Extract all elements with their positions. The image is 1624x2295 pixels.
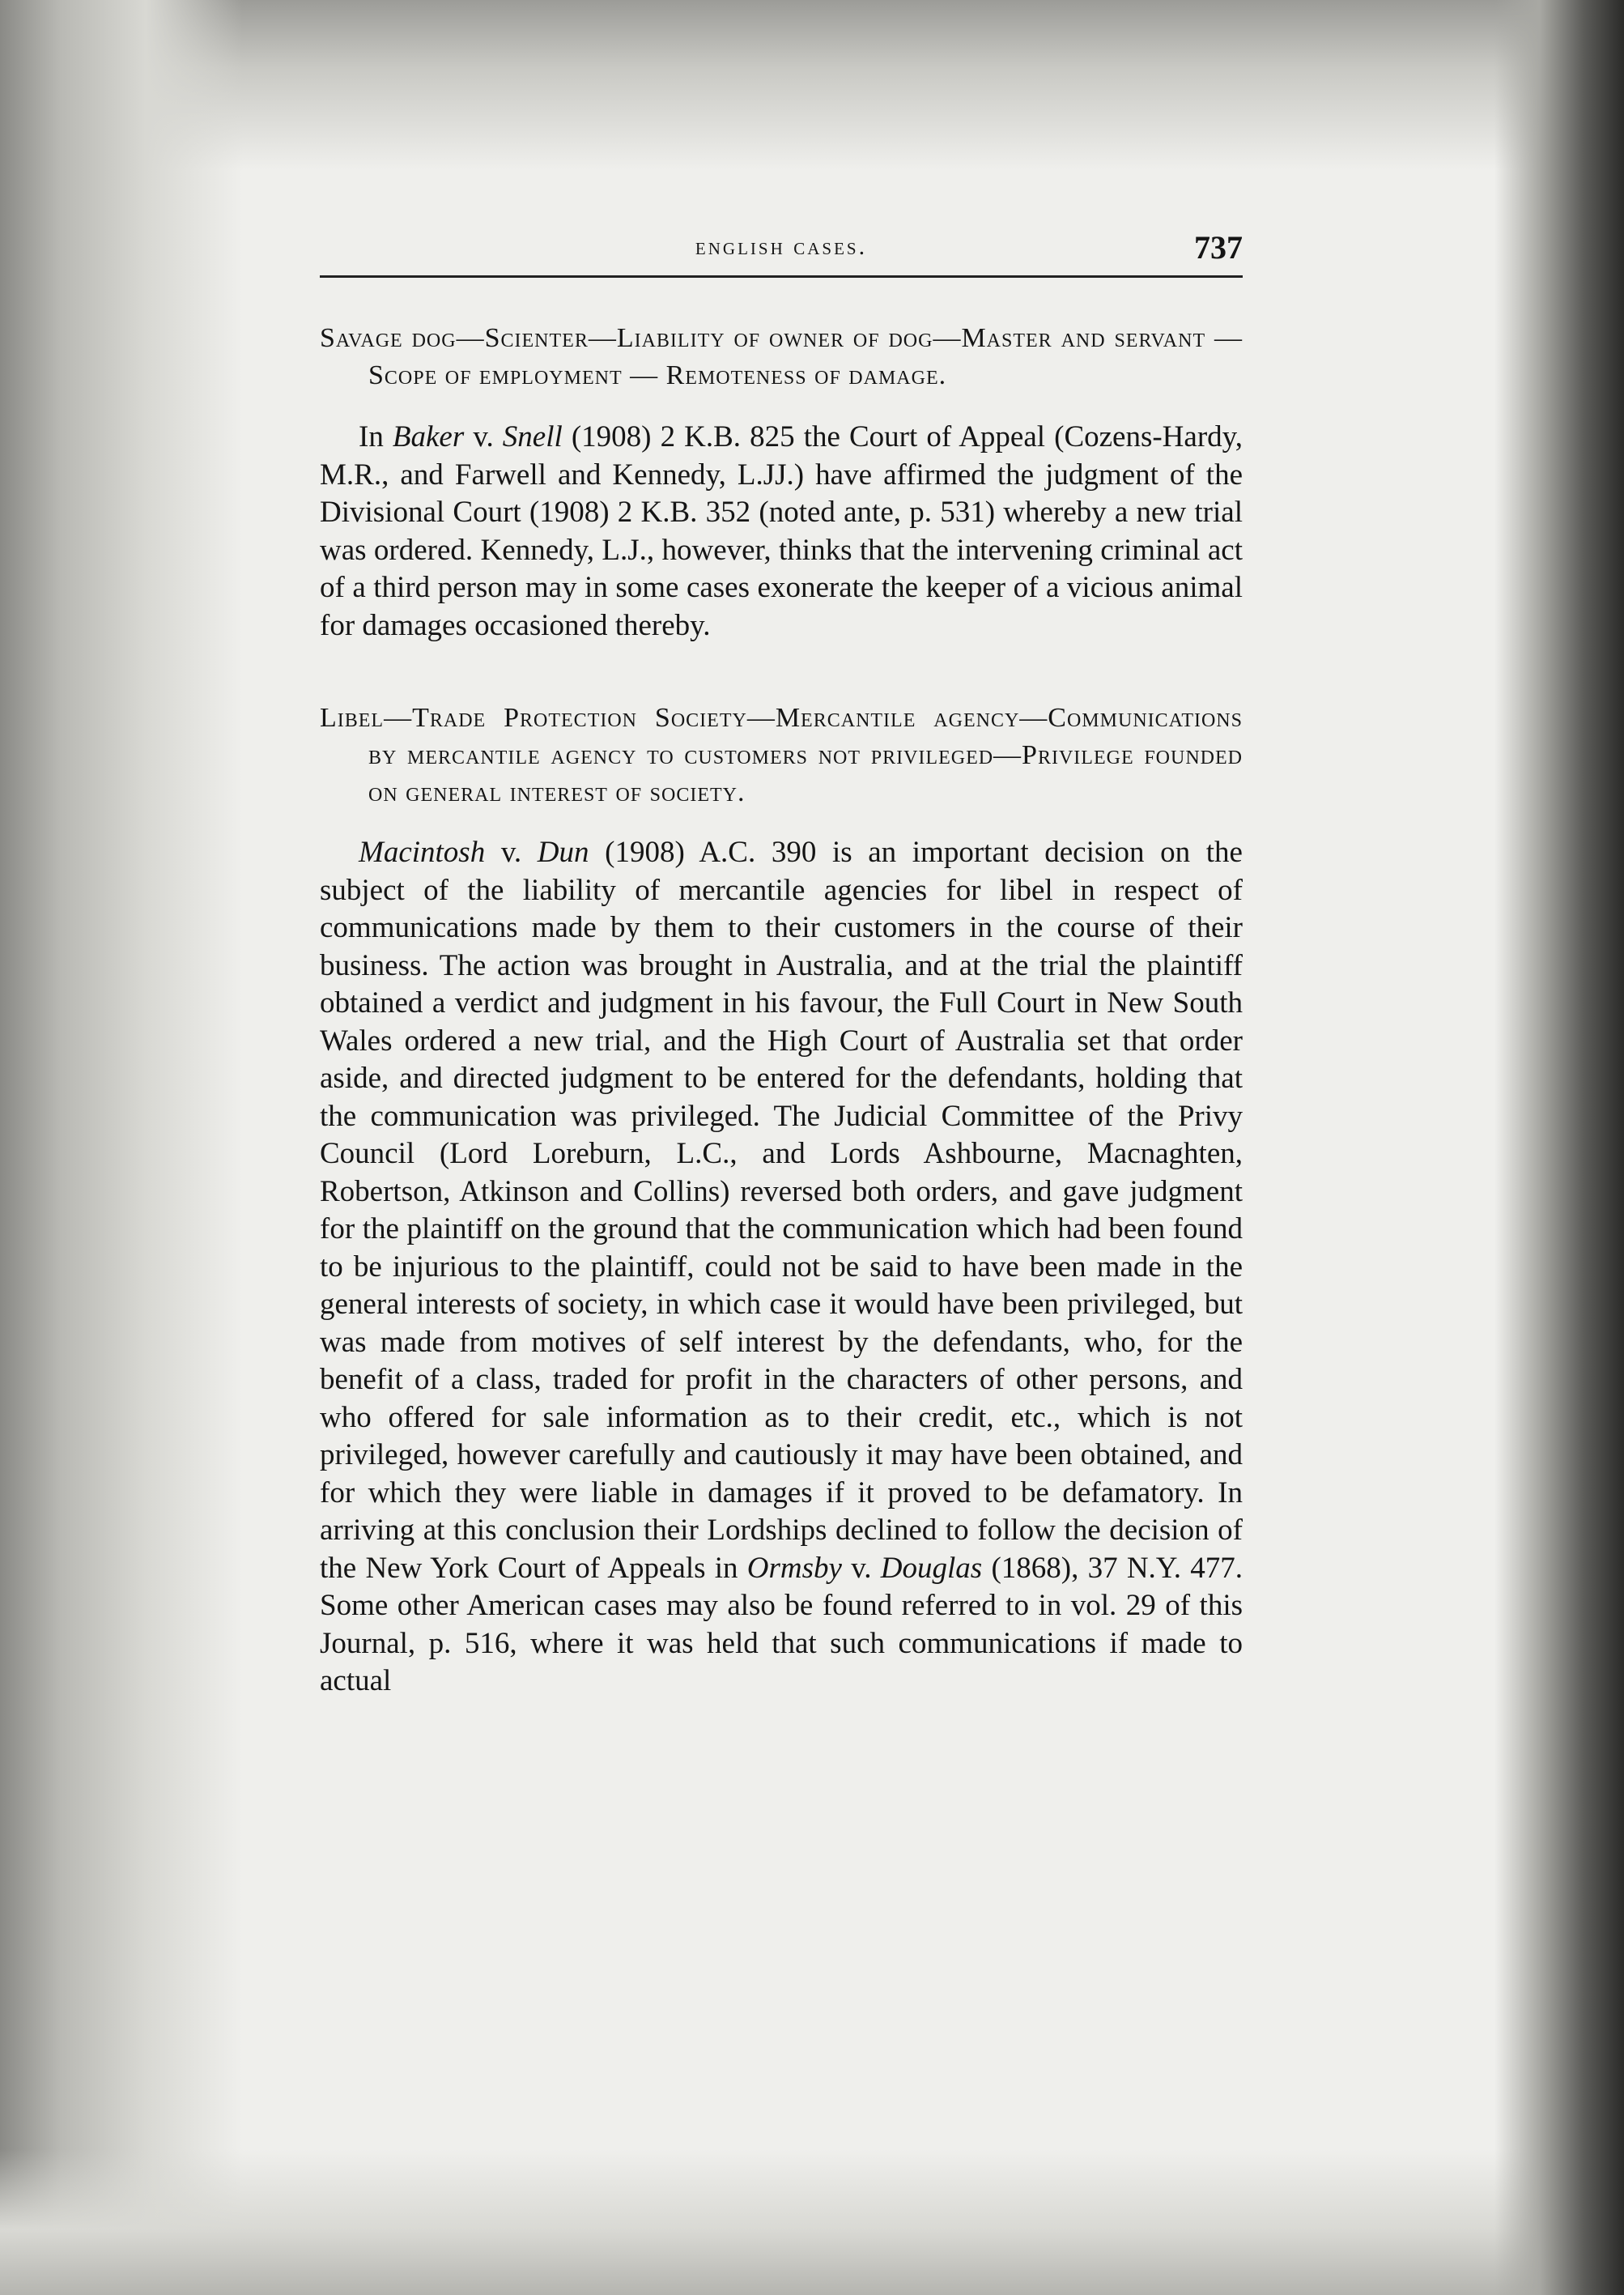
text-run: v. xyxy=(485,836,538,869)
book-page xyxy=(320,227,1243,1701)
text-run: (1908) A.C. 390 is an important decision on the subject of the liability of mercantile agencies for libel in respect of communications made by them to their customers in the course of their business. The action was brought in Australia, and at the trial the plaintiff obtained a verdict and judgment in his favour, the Full Court in New South Wales ordered a new trial, and the High Court of Australia set that order aside, and directed judgment to be entered for the defendants, holding that the communication was privileged. The Judicial Committee of the Privy Council (Lord Loreburn, L.C., and Lords Ashbourne, Macnaghten, Robertson, Atkinson and Collins) reversed both orders, and gave judgment for the plaintiff on the ground that the communication which had been found to be injurious to the plaintiff, could not be said to have been made in the general interests of society, in which case it would have been privileged, but was made from motives of self interest by the defendants, who, for the benefit of a class, traded for profit in the characters of other persons, and who offered for sale information as to their credit, etc., which is not privileged, however carefully and cautiously it may have been obtained, and for which they were liable in damages if it proved to be defamatory. In arriving at this conclusion their Lordships declined to follow the decision of the New York Court of Appeals in xyxy=(320,836,1243,1585)
case-name: Dun xyxy=(537,836,589,869)
case-name: Macintosh xyxy=(359,836,486,869)
section-1-paragraph xyxy=(320,419,1243,645)
section-2-paragraph xyxy=(320,834,1243,1701)
scan-shadow-right xyxy=(1494,0,1624,2295)
text-run: (1868), 37 N.Y. 477. Some other American cases may also be found referred to in vol. 29 of this Journal, p. 516, where it was held that such communications if made to actual xyxy=(320,1551,1243,1697)
case-name: Douglas xyxy=(880,1551,983,1585)
running-head-title: english cases. xyxy=(695,233,868,260)
case-name: Baker xyxy=(392,420,465,453)
case-name: Ormsby xyxy=(746,1551,842,1585)
text-run: v. xyxy=(464,420,503,453)
scan-shadow-top xyxy=(0,0,1624,170)
text-run: In xyxy=(359,420,393,453)
running-head xyxy=(320,227,1243,278)
scan-shadow-left xyxy=(0,0,243,2295)
section-1-headnote: Savage dog—Scienter—Liability of owner of dog—Master and servant — Scope of employment — Remoteness of damage. xyxy=(320,323,1243,390)
case-name: Snell xyxy=(502,420,563,453)
text-run: (1908) 2 K.B. 825 the Court of Appeal (Cozens-Hardy, M.R., and Farwell and Kennedy, L.JJ.) have affirmed the judgment of the Divisional Court (1908) 2 K.B. 352 (noted ante, p. 531) whereby a new trial was ordered. Kennedy, L.J., however, thinks that the intervening criminal act of a third person may in some cases exonerate the keeper of a vicious animal for damages occasioned thereby. xyxy=(320,420,1243,642)
section-2-headnote: Libel—Trade Protection Society—Mercantile agency—Communications by mercantile agency to customers not privileged—Privilege founded on general interest of society. xyxy=(320,703,1243,807)
page-number: 737 xyxy=(1194,229,1243,266)
text-run: v. xyxy=(841,1551,881,1585)
scan-shadow-bottom xyxy=(0,2149,1624,2295)
